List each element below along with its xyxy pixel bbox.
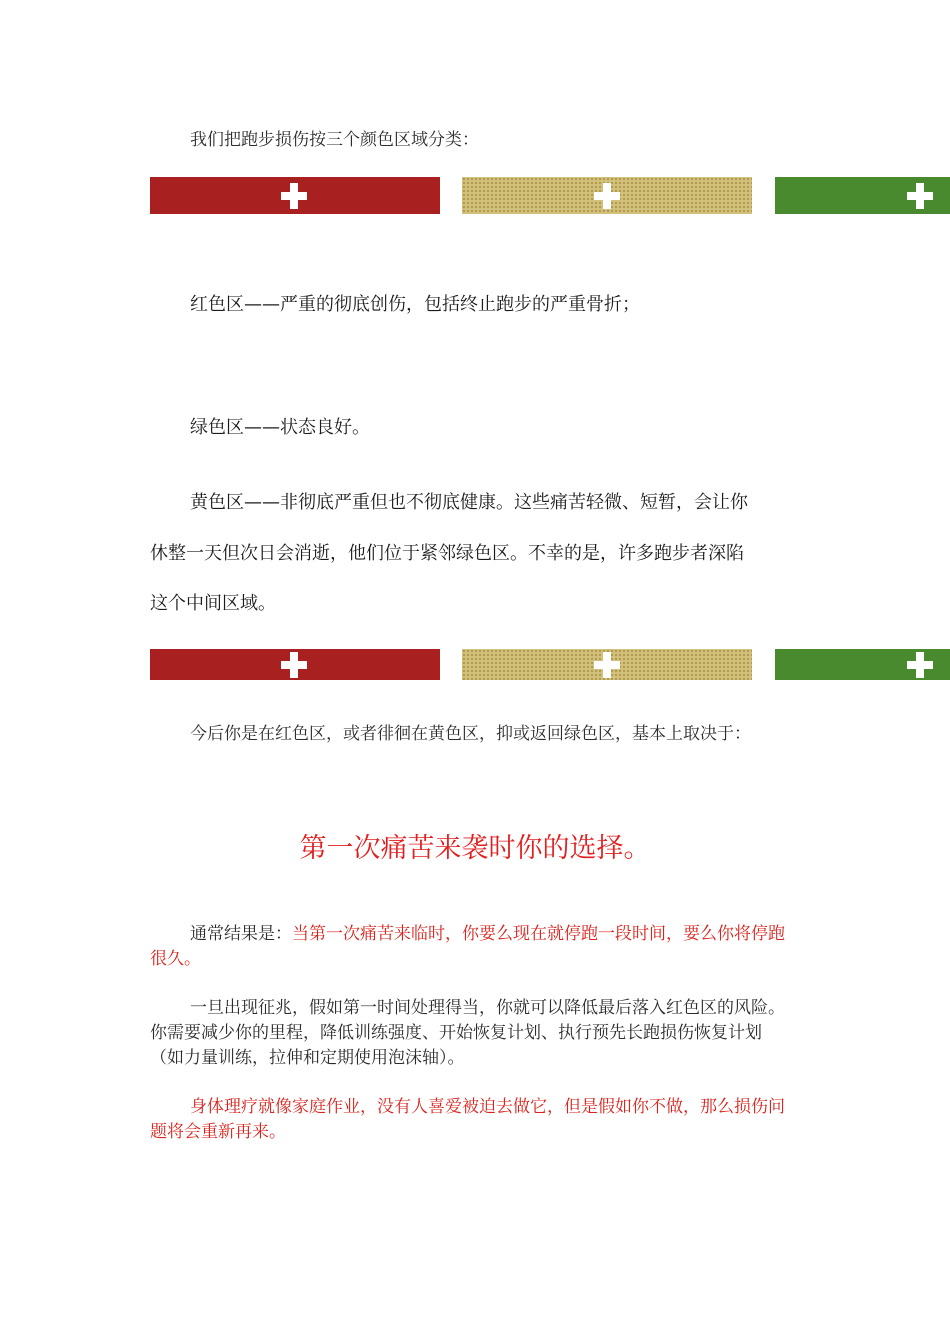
zone-color-bar-top	[150, 177, 950, 214]
intro-text: 我们把跑步损伤按三个颜色区域分类：	[190, 130, 479, 150]
plus-cross-icon	[594, 183, 620, 209]
result-label: 通常结果是：	[190, 924, 292, 944]
red-zone-segment	[150, 177, 440, 214]
red-zone-description: 红色区——严重的彻底创伤，包括终止跑步的严重骨折；	[190, 294, 640, 315]
result-paragraph	[150, 922, 786, 972]
yellow-zone-segment	[462, 649, 752, 680]
plus-cross-icon	[594, 652, 620, 678]
result-highlight: 当第一次痛苦来临时，你要么现在就停跑一段时间，要么你将停跑很久。	[150, 924, 785, 969]
yellow-zone-segment	[462, 177, 752, 214]
plus-cross-icon	[907, 652, 933, 678]
green-zone-segment	[775, 177, 950, 214]
plus-cross-icon	[281, 183, 307, 209]
plus-cross-icon	[281, 652, 307, 678]
red-zone-segment	[150, 649, 440, 680]
green-zone-description: 绿色区——状态良好。	[190, 417, 370, 438]
plus-cross-icon	[907, 183, 933, 209]
yellow-zone-line-2: 休整一天但次日会消逝，他们位于紧邻绿色区。不幸的是，许多跑步者深陷	[150, 543, 744, 564]
homework-paragraph: 身体理疗就像家庭作业，没有人喜爱被迫去做它，但是假如你不做，那么损伤问题将会重新再来。	[150, 1097, 785, 1142]
yellow-zone-line-1: 黄色区——非彻底严重但也不彻底健康。这些痛苦轻微、短暂，会让你	[190, 492, 748, 513]
section-heading: 第一次痛苦来袭时你的选择。	[299, 833, 651, 864]
green-zone-segment	[775, 649, 950, 680]
yellow-zone-line-3: 这个中间区域。	[150, 593, 276, 614]
zone-color-bar-bottom	[150, 649, 950, 680]
advice-paragraph: 一旦出现征兆，假如第一时间处理得当，你就可以降低最后落入红色区的风险。你需要减少你的里程，降低训练强度、开始恢复计划、执行预先长跑损伤恢复计划（如力量训练，拉伸和定期使用泡沫轴）。	[150, 998, 785, 1068]
after-bar-paragraph: 今后你是在红色区，或者徘徊在黄色区，抑或返回绿色区，基本上取决于：	[190, 724, 751, 744]
